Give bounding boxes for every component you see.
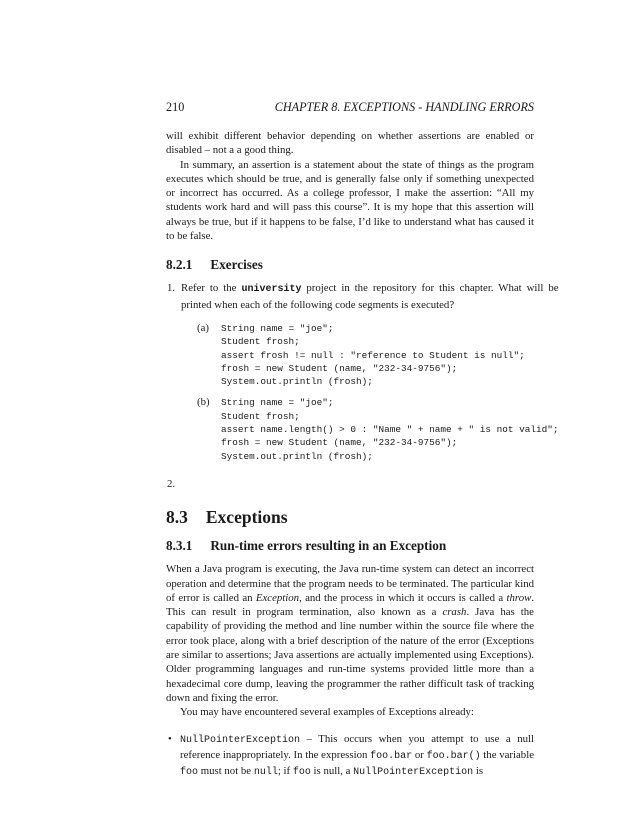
exercises-heading bbox=[166, 257, 534, 273]
exercise-body bbox=[181, 281, 559, 471]
exercise-item-1 bbox=[166, 281, 559, 471]
part-label: (b) bbox=[197, 396, 210, 409]
section-heading bbox=[166, 507, 534, 528]
exercise-number: 1. bbox=[167, 282, 176, 295]
exercise-number: 2. bbox=[167, 477, 176, 490]
exercise-text: project in the repository for this chapter. What will be printed when each of the following code segments is executed? bbox=[181, 282, 559, 311]
exercises-number: 8.2.1 bbox=[166, 257, 193, 273]
running-header bbox=[166, 100, 534, 115]
list-item-body: NullPointerException – This occurs when you attempt to use a null reference inappropriately. In the expression foo.bar or foo.bar() the variable foo must not be null; if foo is null, a NullPointerException is bbox=[180, 732, 534, 779]
project-name-code: university bbox=[241, 284, 302, 296]
subsection-heading bbox=[166, 538, 534, 554]
code-block: String name = "joe"; Student frosh; assert frosh != null : "reference to Student is null"; frosh = new Student (name, "232-34-9756"); System.out.println (frosh); bbox=[221, 322, 525, 388]
part-label: (a) bbox=[197, 321, 209, 334]
section-number: 8.3 bbox=[166, 507, 188, 528]
exercise-part-a bbox=[181, 322, 559, 388]
list-item bbox=[166, 732, 534, 781]
intro-paragraph-2: In summary, an assertion is a statement about the state of things as the program executes which should be true, and is generally false only if something unexpected or incorrect has occurred. As a college professor, I make the assertion: “All my students work hard and will pass this course”. It is my hope that this assertion will always be true, but if it happens to be false, I’d like to understand what has caused it to be false. bbox=[166, 158, 534, 243]
exercise-item-2 bbox=[166, 477, 534, 491]
exercise-list bbox=[166, 281, 559, 491]
code-block: String name = "joe"; Student frosh; assert name.length() > 0 : "Name " + name + " is not valid"; frosh = new Student (name, "232-34-9756"); System.out.println (frosh); bbox=[221, 397, 559, 462]
exercise-sub-list bbox=[181, 322, 559, 463]
body-paragraph-1: When a Java program is executing, the Java run-time system can detect an incorrect operation and determine that the program needs to be terminated. The particular kind of error is called an Exception, and the process in which it occurs is called a throw. This can result in program termination, also known as a crash. Java has the capability of providing the method and line number within the source file where the error took place, along with a brief description of the nature of the error (Exceptions are similar to assertions; Java assertions are actually implemented using Exceptions). Older programming languages and run-time systems provided little more than a hexadecimal core dump, leaving the programmer the rather difficult task of tracking down and fixing the error. bbox=[166, 563, 535, 704]
exercise-part-b bbox=[181, 396, 559, 462]
subsection-title: Run-time errors resulting in an Exception bbox=[210, 538, 447, 554]
exercise-text: Refer to the bbox=[181, 282, 242, 295]
chapter-title: CHAPTER 8. EXCEPTIONS - HANDLING ERRORS bbox=[274, 100, 534, 114]
bullet-icon: • bbox=[168, 732, 172, 745]
intro-paragraph-1: will exhibit different behavior depending on whether assertions are enabled or disabled – not a a good thing. bbox=[166, 130, 534, 157]
body-paragraph-2: You may have encountered several examples of Exceptions already: bbox=[180, 706, 474, 719]
section-title: Exceptions bbox=[205, 507, 288, 528]
exercises-title: Exercises bbox=[210, 257, 263, 273]
subsection-number: 8.3.1 bbox=[166, 538, 193, 554]
page-number: 210 bbox=[166, 100, 185, 114]
exception-list bbox=[166, 732, 534, 781]
